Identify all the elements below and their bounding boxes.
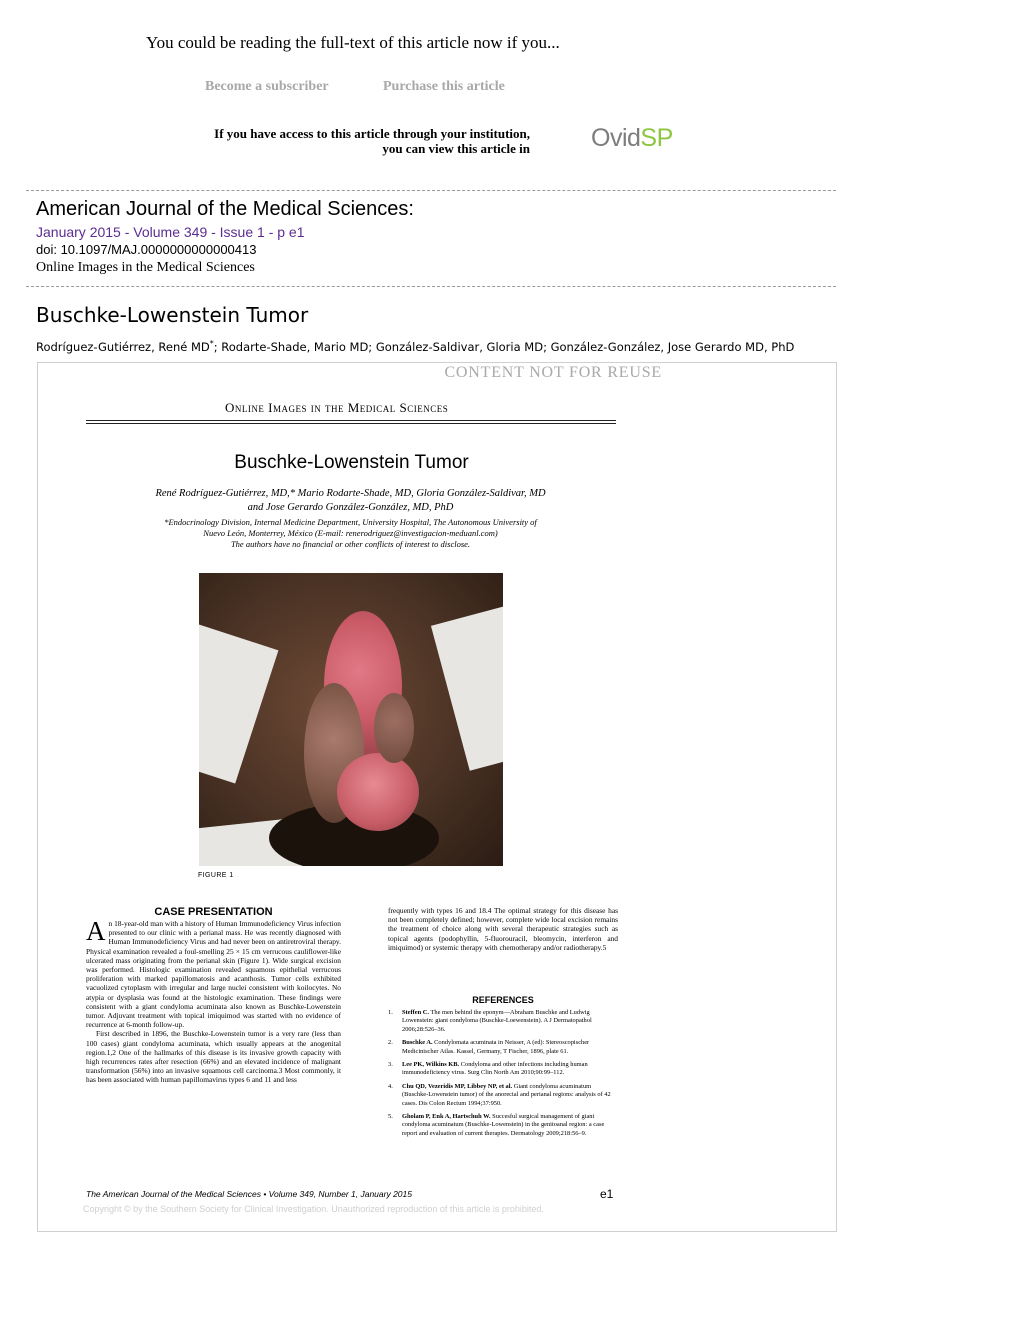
article-authors <box>36 339 794 354</box>
preview-authors <box>78 487 623 515</box>
affiliation-line2: Nuevo León, Monterrey, México (E-mail: renerodriguez@investigacion-meduanl.com) <box>203 528 498 538</box>
preview-footer-journal: The American Journal of the Medical Sciences • Volume 349, Number 1, January 2015 <box>86 1189 412 1199</box>
affiliation-line1: *Endocrinology Division, Internal Medicine Department, University Hospital, The Autonomous University of <box>164 517 537 527</box>
access-promo-headline: You could be reading the full-text of this article now if you... <box>146 33 560 52</box>
reference-item: 5. Gholam P, Enk A, Hartschuh W. Succesful surgical management of giant condyloma acuminatum (Buschke-Lowenstein) in the genitoanal region: a case report and evaluation of current therapies. Dermatology 2009;218:56–9. <box>388 1113 605 1137</box>
reference-item: 4. Chu QD, Vezeridis MP, Libbey NP, et al. Giant condyloma acuminatum (Buschke-Lowenstein tumor) of the anorectal and perianal regions: analysis of 42 cases. Dis Colon Rectum 1994;37:950. <box>388 1082 611 1107</box>
preview-copyright: Copyright © by the Southern Society for Clinical Investigation. Unauthorized reproduction of this article is prohibited. <box>83 1204 544 1214</box>
reference-list <box>388 1009 618 1143</box>
authors-first: Rodríguez-Gutiérrez, René MD <box>36 339 210 354</box>
article-section: Online Images in the Medical Sciences <box>36 260 255 275</box>
preview-page-number: e1 <box>600 1187 614 1201</box>
institution-access-line2: you can view this article in <box>382 141 530 156</box>
preview-affiliation <box>98 517 603 550</box>
article-title: Buschke-Lowenstein Tumor <box>36 303 309 327</box>
issue-link[interactable]: January 2015 - Volume 349 - Issue 1 - p e1 <box>36 224 305 240</box>
ovid-logo-suffix: SP <box>640 124 673 152</box>
reference-item: 3. Lee PK, Wilkins KB. Condyloma and other infections including human immunodeficiency virus. Surg Clin North Am 2010;90:99–112. <box>388 1061 588 1077</box>
institution-access-line1: If you have access to this article through your institution, <box>214 126 530 141</box>
ovidsp-logo[interactable] <box>591 124 673 153</box>
institution-access-text <box>214 126 530 156</box>
author-footnote-mark: * <box>209 339 214 348</box>
watermark: CONTENT NOT FOR REUSE <box>444 364 662 381</box>
clinical-photo <box>199 573 503 866</box>
preview-authors-line1: René Rodríguez-Gutiérrez, MD,* Mario Rodarte-Shade, MD, Gloria González-Saldivar, MD <box>155 488 546 499</box>
divider <box>26 190 836 191</box>
drop-cap: A <box>86 916 106 946</box>
purchase-article-link[interactable]: Purchase this article <box>383 79 505 94</box>
ovid-logo-prefix: Ovid <box>591 124 641 152</box>
preview-authors-line2: and Jose Gerardo González-González, MD, PhD <box>247 502 454 513</box>
case-paragraph-2: First described in 1896, the Buschke-Lowenstein tumor is a very rare (less than 100 cases) giant condyloma acuminata, which usually appears at the anogenital region.1,2 One of the hallmarks of this disease is its invasive growth capacity with high recurrences rates after resection (66%) and an elevated incidence of malignant transformation (56%) into an invasive squamous cell carcinoma.3 Most commonly, it has been associated with human papillomavirus types 6 and 11 and less <box>86 1029 341 1085</box>
header-rule <box>86 423 616 424</box>
preview-section-header: Online Images in the Medical Sciences <box>225 400 449 415</box>
become-subscriber-link[interactable]: Become a subscriber <box>205 79 329 94</box>
doi-text: doi: 10.1097/MAJ.0000000000000413 <box>36 242 257 257</box>
journal-title: American Journal of the Medical Sciences: <box>36 198 414 220</box>
case-text-column <box>86 916 341 1085</box>
divider <box>26 286 836 287</box>
case-presentation-heading: CASE PRESENTATION <box>154 906 273 918</box>
reference-item: 2. Buschke A. Condylomata acuminata in Neisser, A (ed): Stereoscopischer Medicinischer Atlas. Kassel, Germany, T Fischer, 1896, plate 61. <box>388 1039 590 1055</box>
case-paragraph-3: frequently with types 16 and 18.4 The optimal strategy for this disease has not been completely defined; however, complete wide local excision remains the treatment of choice along with several therapeutic strategies such as topical agents (podophyllin, 5-fluorouracil, bleomycin, interferon and imiquimod) or systemic therapy with chemotherapy and/or radiotherapy.5 <box>388 906 618 952</box>
case-paragraph-1: n 18-year-old man with a history of Human Immunodeficiency Virus infection presented to our clinic with a perianal mass. He was recently diagnosed with Human Immunodeficiency Virus and had never been on antiretroviral therapy. Physical examination revealed a foul-smelling 25 × 15 cm verrucous cauliflower-like ulcerated mass originating from the perianal skin (Figure 1). Wide surgical excision was performed. Histologic examination revealed squamous epithelial verrucous proliferation with marked papillomatosis and acanthosis. Tumor cells exhibited vacuolized cytoplasm with irregular and large nuclei consistent with koilocytes. No atypia or dysplasia was found at the histologic examination. These findings were consistent with a giant condyloma acuminata also known as Buschke-Lowenstein tumor. Adjuvant treatment with topical imiquimod was started with no evidence of recurrence at 6-month follow-up. <box>86 919 341 1030</box>
figure-label: FIGURE 1 <box>198 872 234 879</box>
first-page-preview <box>37 362 837 1232</box>
authors-rest: ; Rodarte-Shade, Mario MD; González-Saldivar, Gloria MD; González-González, Jose Gerardo MD, PhD <box>213 339 795 354</box>
references-heading: REFERENCES <box>472 995 534 1005</box>
affiliation-line3: The authors have no financial or other conflicts of interest to disclose. <box>230 539 471 549</box>
preview-title: Buschke-Lowenstein Tumor <box>234 452 469 473</box>
header-rule <box>86 420 616 421</box>
reference-item: 1. Steffen C. The men behind the eponym—Abraham Buschke and Ludwig Lowenstein: giant condyloma (Buschke-Loewenstein). A J Dermatopathol 2006;28:526–36. <box>388 1009 592 1033</box>
